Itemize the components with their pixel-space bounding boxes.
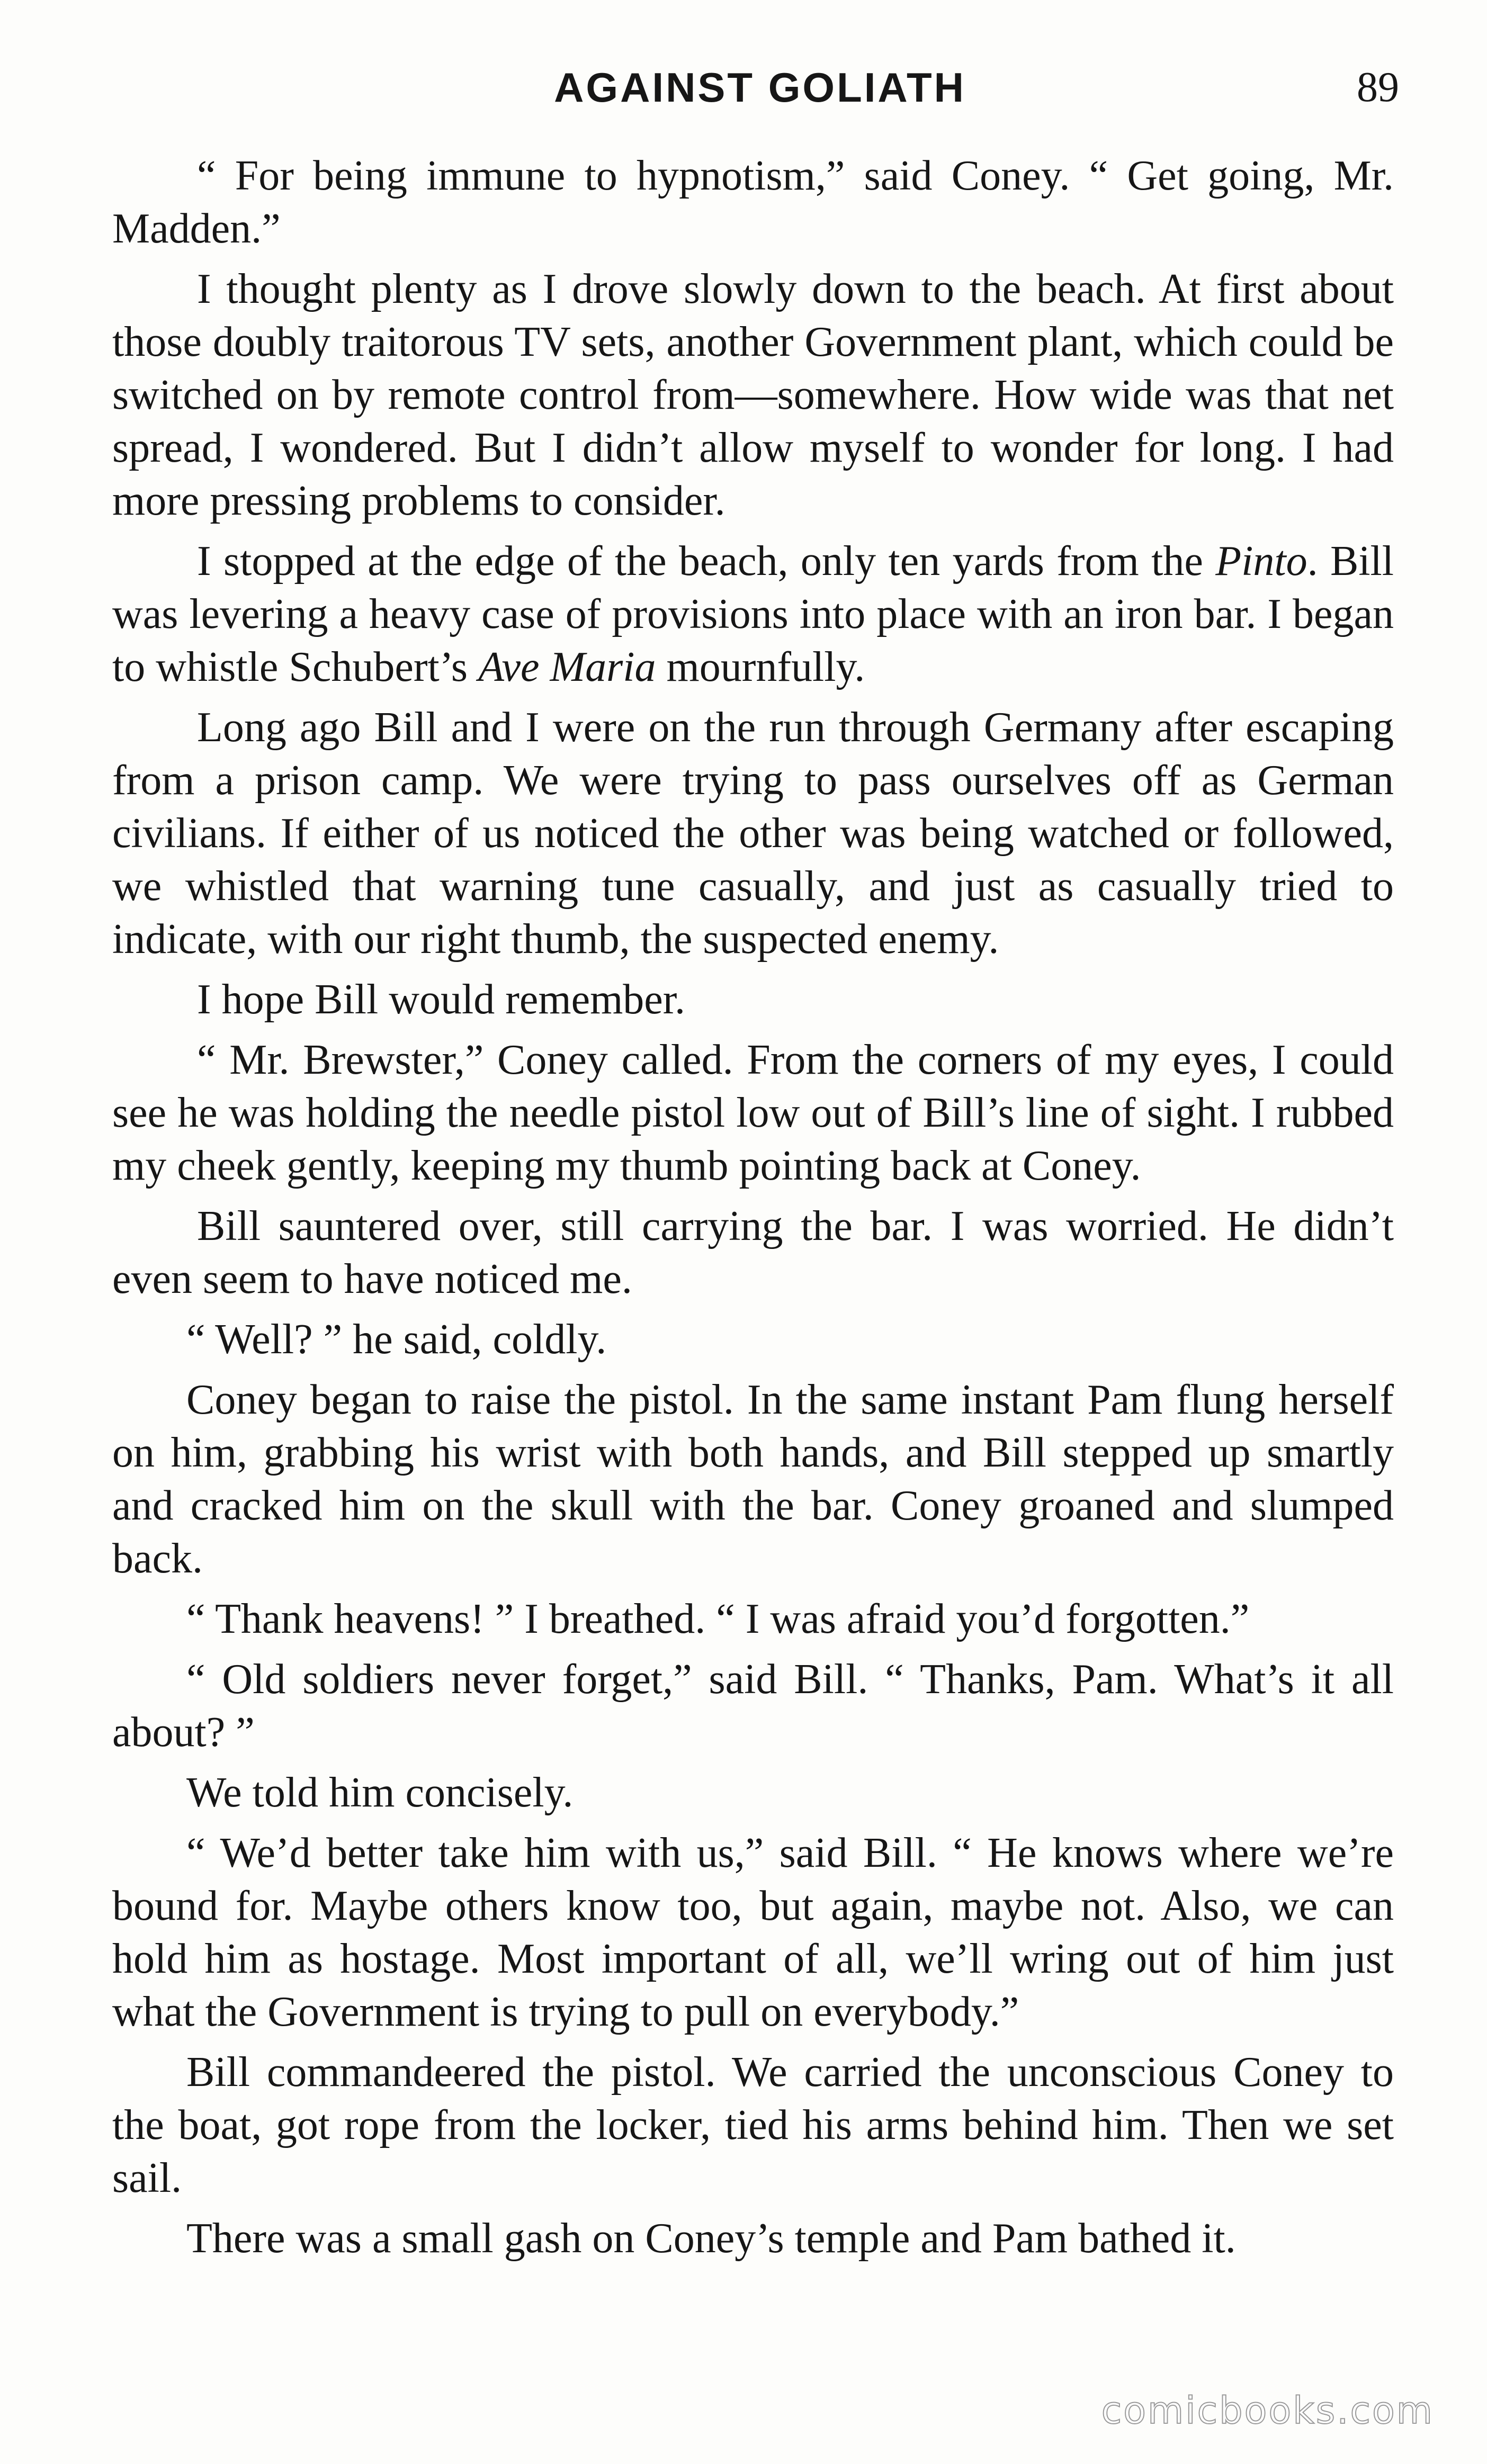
running-header bbox=[0, 58, 1487, 116]
text-segment: I hope Bill would remember. bbox=[197, 976, 686, 1023]
paragraph bbox=[112, 2046, 1394, 2205]
chapter-title: AGAINST GOLIATH bbox=[554, 64, 966, 111]
boat-name-italic: Pinto bbox=[1215, 538, 1307, 584]
paragraph bbox=[112, 973, 1394, 1026]
text-segment: “ Old soldiers never forget,” said Bill. “ Thanks, Pam. What’s it all about? ” bbox=[112, 1656, 1394, 1756]
paragraph bbox=[112, 1373, 1394, 1585]
paragraph bbox=[112, 701, 1394, 966]
text-segment: Bill sauntered over, still carrying the bar. I was worried. He didn’t even seem to have noticed me. bbox=[112, 1203, 1394, 1302]
paragraph bbox=[112, 1653, 1394, 1759]
paragraph bbox=[112, 1766, 1394, 1819]
song-title-italic: Ave Maria bbox=[478, 644, 656, 690]
text-segment: I stopped at the edge of the beach, only ten yards from the bbox=[197, 538, 1216, 584]
text-segment: “ Mr. Brewster,” Coney called. From the corners of my eyes, I could see he was holding the needle pistol low out of Bill’s line of sight. I rubbed my cheek gently, keeping my thumb pointing back at Coney. bbox=[112, 1037, 1394, 1189]
paragraph bbox=[112, 1033, 1394, 1192]
text-segment: Bill commandeered the pistol. We carried the unconscious Coney to the boat, got rope from the locker, tied his arms behind him. Then we set sail. bbox=[112, 2049, 1394, 2201]
text-segment: There was a small gash on Coney’s temple and Pam bathed it. bbox=[186, 2215, 1236, 2262]
text-segment: Long ago Bill and I were on the run through Germany after escaping from a prison camp. We were trying to pass ourselves off as German civilians. If either of us noticed the other was being watched or followed, we whistled that warning tune casually, and just as casually tried to indicate, with our right thumb, the suspected enemy. bbox=[112, 704, 1394, 963]
text-segment: mournfully. bbox=[656, 644, 865, 690]
body-text bbox=[112, 149, 1394, 2272]
text-segment: “ Well? ” he said, coldly. bbox=[186, 1316, 607, 1363]
text-segment: “ Thank heavens! ” I breathed. “ I was afraid you’d forgotten.” bbox=[186, 1596, 1250, 1642]
paragraph bbox=[112, 1593, 1394, 1645]
paragraph bbox=[112, 1313, 1394, 1366]
text-segment: “ We’d better take him with us,” said Bill. “ He knows where we’re bound for. Maybe others know too, but again, maybe not. Also, we can hold him as hostage. Most important of all, we’ll wring out of him just what the Government is trying to pull on everybody.” bbox=[112, 1830, 1394, 2035]
text-segment: We told him concisely. bbox=[186, 1769, 574, 1816]
page-number: 89 bbox=[1357, 64, 1399, 111]
text-segment: Coney began to raise the pistol. In the same instant Pam flung herself on him, grabbing his wrist with both hands, and Bill stepped up smartly and cracked him on the skull with the bar. Coney groaned and slumped back. bbox=[112, 1377, 1394, 1582]
text-segment: . Bill was levering a heavy case of provisions into place with an iron bar. I began to whistle Schubert’s bbox=[112, 538, 1394, 690]
paragraph bbox=[112, 2212, 1394, 2265]
paragraph bbox=[112, 1200, 1394, 1306]
paragraph bbox=[112, 263, 1394, 527]
paragraph bbox=[112, 149, 1394, 255]
text-segment: “ For being immune to hypnotism,” said Coney. “ Get going, Mr. Madden.” bbox=[112, 152, 1394, 252]
paragraph bbox=[112, 1827, 1394, 2038]
watermark-logo: comicbooks.com bbox=[1101, 2389, 1434, 2432]
paragraph bbox=[112, 535, 1394, 694]
text-segment: I thought plenty as I drove slowly down to the beach. At first about those doubly traitorous TV sets, another Government plant, which could be switched on by remote control from—somewhere. How wide was that net spread, I wondered. But I didn’t allow myself to wonder for long. I had more pressing problems to consider. bbox=[112, 266, 1394, 524]
